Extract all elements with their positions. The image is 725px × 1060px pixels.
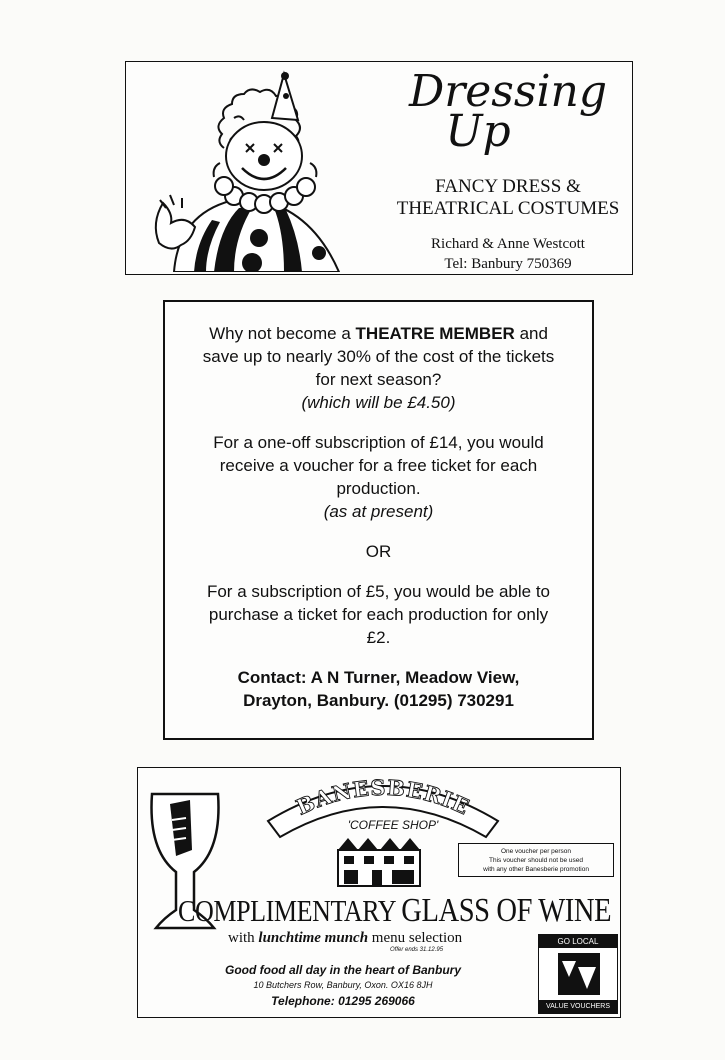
banesberie-advert: [137, 767, 621, 1018]
complimentary-wine-headline: COMPLIMENTARY GLASS OF WINE: [178, 892, 612, 929]
theatre-member-box: [163, 300, 594, 740]
menu-selection-line: with lunchtime munch menu selection: [228, 930, 463, 946]
membership-intro: [165, 322, 592, 391]
dressing-up-advert: [125, 61, 633, 275]
option-one-text: For a one-off subscription of £14, you would receive a voucher for a free ticket for each production.: [213, 433, 544, 498]
owner-names: Richard & Anne Westcott: [431, 236, 585, 252]
shop-front-icon: [336, 836, 422, 888]
option-two-text: For a subscription of £5, you would be able to purchase a ticket for each production for only £2.: [206, 582, 551, 647]
tagline-2: THEATRICAL COSTUMES: [396, 198, 620, 219]
owner-details: [388, 234, 628, 274]
intro-text: Why not become a: [209, 324, 356, 343]
good-food-slogan: Good food all day in the heart of Banbury: [224, 963, 461, 977]
logo-line-1: Dressing: [408, 66, 608, 117]
voucher-terms: One voucher per person This voucher should not be used with any other Banesberie promotion: [458, 843, 614, 877]
coffee-shop-label: 'COFFEE SHOP': [347, 818, 439, 832]
contact-details: Contact: A N Turner, Meadow View, Drayton, Banbury. (01295) 730291: [237, 668, 520, 710]
price-note: (which will be £4.50): [301, 393, 456, 412]
logo-line-2: Up: [445, 106, 511, 157]
or-divider: OR: [365, 542, 392, 561]
clown-illustration: [134, 68, 349, 272]
intro-rest: and save up to nearly 30% of the cost of the tickets for next season?: [202, 324, 555, 389]
tagline-1: FANCY DRESS &: [435, 176, 581, 197]
go-local-logo-icon: [558, 953, 600, 995]
offer-end-date: Offer ends 31.12.95: [390, 947, 444, 953]
dressing-up-logo: [388, 66, 628, 157]
go-local-badge: [538, 934, 618, 1014]
shop-telephone: Telephone: 01295 269066: [271, 994, 415, 1008]
shop-address: 10 Butchers Row, Banbury, Oxon. OX16 8JH: [253, 980, 433, 990]
value-vouchers-label: VALUE VOUCHERS: [539, 1000, 617, 1013]
go-local-label: GO LOCAL: [539, 935, 617, 948]
owner-telephone: Tel: Banbury 750369: [444, 256, 572, 272]
theatre-member-highlight: THEATRE MEMBER: [355, 324, 515, 343]
option-one-note: (as at present): [323, 502, 434, 521]
banesberie-name: BANESBERIE: [292, 774, 474, 820]
